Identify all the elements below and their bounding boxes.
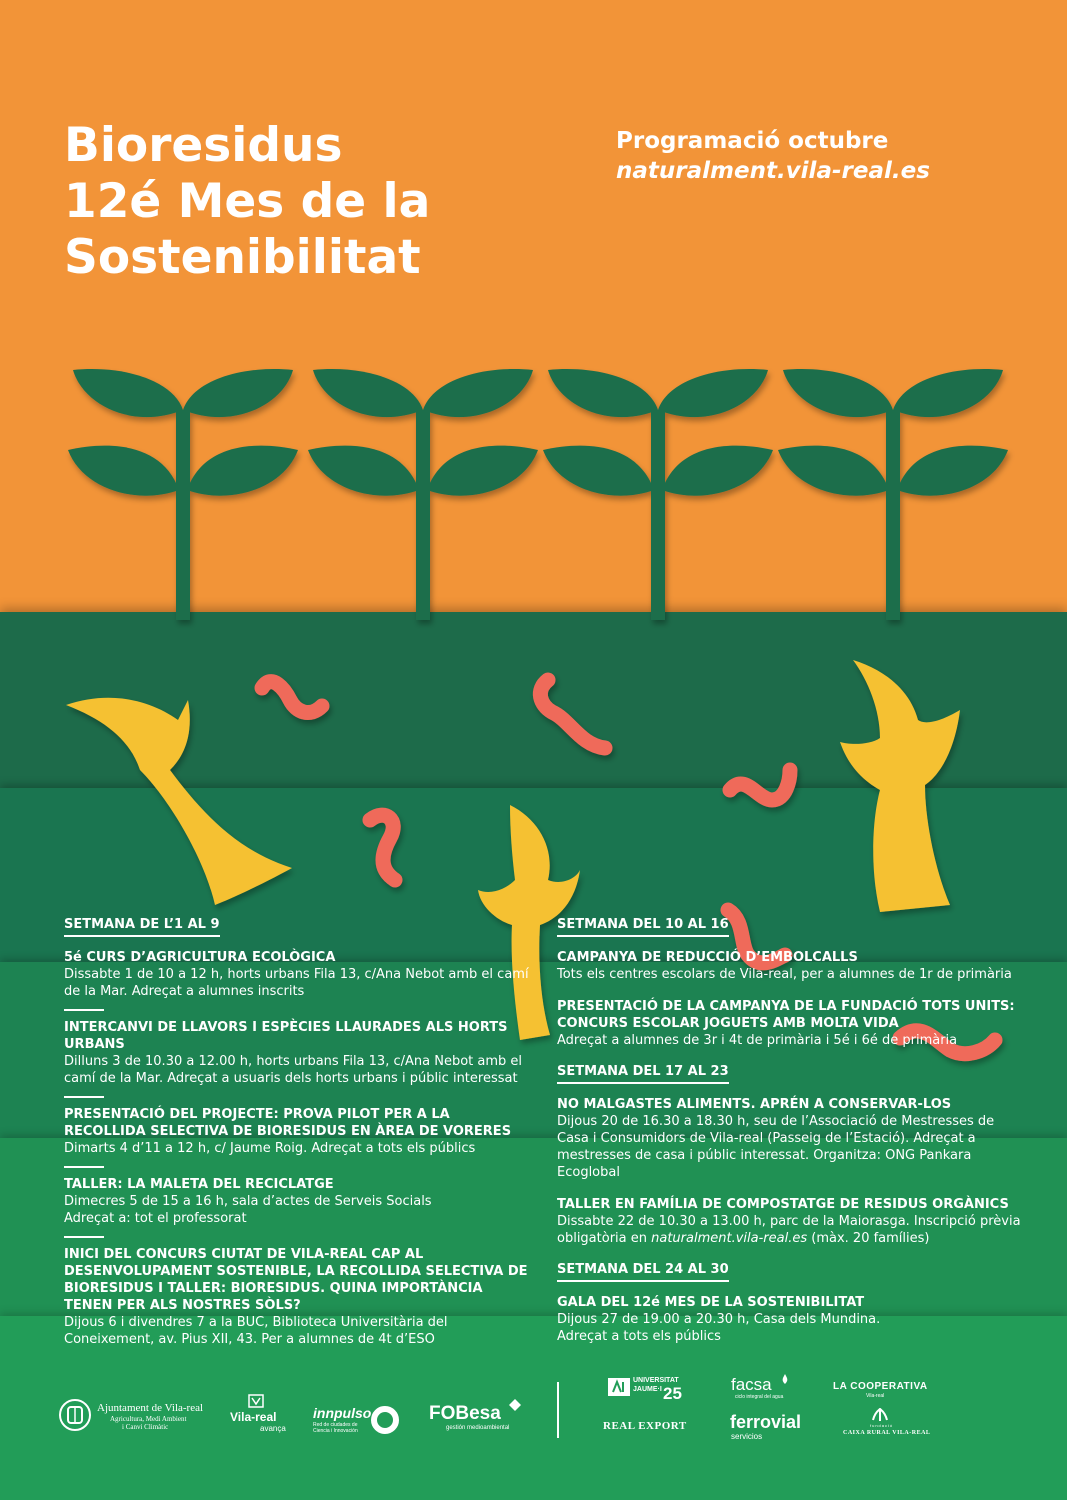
sprout-2-icon	[308, 369, 538, 620]
title-line-1: Bioresidus	[64, 118, 343, 173]
worm-3-icon	[370, 815, 395, 880]
event-title: CAMPANYA DE REDUCCIÓ D’EMBOLCALLS	[557, 950, 858, 965]
event-details-link[interactable]: naturalment.vila-real.es	[651, 1231, 808, 1246]
sprouts	[68, 369, 1008, 620]
vilareal-mark-icon	[248, 1394, 264, 1408]
worm-2-icon	[540, 680, 605, 748]
sprout-1-icon	[68, 369, 298, 620]
event-details: Dijous 20 de 16.30 a 18.30 h, seu de l’Associació de Mestresses de Casa i Consumidors de Vila-real (Passeig de l’Estació). Adreçat a mestresses de casa i públic interessat. Organitza: ONG Pankara Ecoglobal	[557, 1114, 995, 1180]
logo-vilareal: Vila-real	[230, 1410, 277, 1424]
event-title: TALLER: LA MALETA DEL RECICLATGE	[64, 1177, 334, 1192]
worm-4-icon	[730, 770, 790, 800]
website-link[interactable]: naturalment.vila-real.es	[616, 158, 930, 184]
innpulso-ring-icon	[370, 1405, 400, 1435]
worm-1-icon	[262, 682, 322, 713]
logo-fobesa-sub: gestión medioambiental	[446, 1425, 510, 1431]
event-title: 5é CURS D’AGRICULTURA ECOLÒGICA	[64, 950, 336, 965]
divider	[64, 1009, 104, 1011]
event-details: Dilluns 3 de 10.30 a 12.00 h, horts urbans Fila 13, c/Ana Nebot amb el camí de la Mar. Adreçat a usuaris dels horts urbans i públic interessat	[64, 1054, 523, 1086]
logo-ferrovial: ferrovial	[730, 1412, 802, 1432]
week-heading-1: SETMANA DE L’1 AL 9	[64, 916, 220, 937]
logo-fobesa: FOBesa	[429, 1403, 501, 1424]
logo-cooperativa-sub: Vila-real	[866, 1393, 885, 1399]
event-title: PRESENTACIÓ DE LA CAMPANYA DE LA FUNDACIÓ TOTS UNITS: CONCURS ESCOLAR JOGUETS AMB MOLTA VIDA	[557, 999, 1015, 1031]
logo-innpulso: innpulso	[313, 1405, 372, 1421]
event-details-line: Adreçat a tots els públics	[557, 1329, 721, 1344]
event-details: Dijous 6 i divendres 7 a la BUC, Biblioteca Universitària del Coneixement, av. Pius XII, 43. Per a alumnes de 4t d’ESO	[64, 1315, 448, 1347]
event-details: Tots els centres escolars de Vila-real, per a alumnes de 1r de primària	[557, 967, 1012, 982]
logo-uji-1: UNIVERSITAT	[633, 1377, 679, 1384]
divider	[64, 1166, 104, 1168]
event-details-line: Dijous 27 de 19.00 a 20.30 h, Casa dels Mundina.	[557, 1312, 881, 1327]
logo-facsa-sub: ciclo integral del agua	[735, 1394, 784, 1400]
event-item	[557, 1294, 1027, 1345]
event-title: PRESENTACIÓ DEL PROJECTE: PROVA PILOT PER A LA RECOLLIDA SELECTIVA DE BIORESIDUS EN ÀREA DE VORERES	[64, 1107, 512, 1139]
fobesa-mark-icon	[508, 1398, 522, 1412]
apple-core-3-icon	[840, 660, 960, 912]
crest-icon	[58, 1398, 92, 1432]
facsa-drop-icon	[780, 1374, 790, 1384]
divider	[64, 1096, 104, 1098]
week-heading-3: SETMANA DEL 17 AL 23	[557, 1063, 729, 1084]
event-details	[557, 1213, 1027, 1247]
logo-divider	[557, 1382, 559, 1438]
logo-caixa: CAIXA RURAL VILA-REAL	[843, 1430, 931, 1436]
logo-caixa-top: fundació	[870, 1423, 894, 1428]
event-title: TALLER EN FAMÍLIA DE COMPOSTATGE DE RESIDUS ORGÀNICS	[557, 1197, 1009, 1212]
logo-facsa: facsa	[731, 1375, 772, 1394]
event-title: GALA DEL 12é MES DE LA SOSTENIBILITAT	[557, 1295, 865, 1310]
logo-ferrovial-sub: servicios	[731, 1432, 763, 1441]
right-column	[557, 916, 1027, 1345]
caixa-mark-icon	[871, 1408, 889, 1422]
event-item	[557, 1096, 1027, 1181]
uji-mark-icon	[608, 1378, 630, 1396]
event-item	[64, 949, 534, 1000]
event-details: Dissabte 1 de 10 a 12 h, horts urbans Fila 13, c/Ana Nebot amb el camí de la Mar. Adreçat a alumnes inscrits	[64, 967, 529, 999]
event-details-line: Dimecres 5 de 15 a 16 h, sala d’actes de Serveis Socials	[64, 1194, 432, 1209]
event-item	[64, 1246, 534, 1348]
event-item	[557, 998, 1027, 1049]
event-details: Adreçat a alumnes de 3r i 4t de primària i 5é i 6é de primària	[557, 1033, 958, 1048]
logo-ajuntament-sub1: Agricultura, Medi Ambient	[110, 1415, 187, 1423]
event-title: INTERCANVI DE LLAVORS I ESPÈCIES LLAURADES ALS HORTS URBANS	[64, 1020, 508, 1052]
event-item	[64, 1176, 534, 1227]
logo-innpulso-sub: Red de ciudades de Ciencia i Innovación	[313, 1422, 358, 1434]
logo-vilareal-sub: avança	[260, 1424, 286, 1433]
event-item	[64, 1019, 534, 1087]
apple-core-1-icon	[66, 698, 292, 905]
week-heading-2: SETMANA DEL 10 AL 16	[557, 916, 729, 937]
logo-realexport: REAL EXPORT	[603, 1420, 687, 1432]
sprout-3-icon	[543, 369, 773, 620]
divider	[64, 1236, 104, 1238]
programme-label: Programació octubre	[616, 128, 889, 154]
event-title: NO MALGASTES ALIMENTS. APRÉN A CONSERVAR-LOS	[557, 1097, 952, 1112]
title-line-2: 12é Mes de la	[64, 174, 431, 229]
logo-cooperativa: LA COOPERATIVA	[833, 1381, 928, 1392]
programme-block	[616, 126, 930, 186]
event-details: Dimarts 4 d’11 a 12 h, c/ Jaume Roig. Adreçat a tots els públics	[64, 1141, 476, 1156]
logo-ajuntament-sub2: i Canvi Climàtic	[122, 1423, 169, 1431]
poster-title	[64, 118, 430, 286]
event-details-text: (màx. 20 famílies)	[807, 1231, 930, 1246]
event-item	[64, 1106, 534, 1157]
logo-uji-25: 25	[663, 1384, 682, 1403]
logo-uji-2: JAUME·I	[633, 1386, 662, 1393]
week-heading-4: SETMANA DEL 24 AL 30	[557, 1261, 729, 1282]
event-item	[557, 949, 1027, 983]
event-details-line: Adreçat a: tot el professorat	[64, 1211, 247, 1226]
logo-ajuntament: Ajuntament de Vila-real	[97, 1402, 204, 1414]
event-title: INICI DEL CONCURS CIUTAT DE VILA-REAL CAP AL DESENVOLUPAMENT SOSTENIBLE, LA RECOLLIDA SELECTIVA DE BIORESIDUS I TALLER: BIORESIDUS. QUINA IMPORTÀNCIA TENEN PER ALS NOSTRES SÒLS?	[64, 1247, 528, 1313]
event-details-text: Dissabte 22 de 10.30 a 13.00 h, parc de la Maiorasga. Inscripció prèvia obligatòria en	[557, 1214, 1021, 1246]
event-item	[557, 1196, 1027, 1247]
left-column	[64, 916, 534, 1348]
sprout-4-icon	[778, 369, 1008, 620]
title-line-3: Sostenibilitat	[64, 230, 421, 285]
